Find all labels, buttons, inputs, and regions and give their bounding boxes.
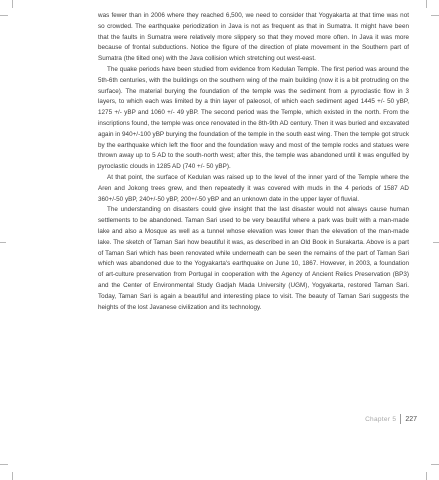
paragraph-kedulan-temple: The quake periods have been studied from evidence from Kedulan Temple. The first period was around the 5th-6th centuries, with the buildings on the southern wing of the main building (now it is a bit protruding on the surface). The material burying the foundation of the temple was the sediment from a pyroclastic flow in 3 layers, to which each was limited by a thin layer of paleosol, of which each sediment aged 1445 +/- 50 yBP, 1275 +/- yBP and 1060 +/- 49 yBP. The second period was the Temple, which existed in the north. From the inscriptions found, the temple was once renovated in the 8th-9th AD century. Then it was buried and excavated again in 940+/-100 yBP burying the foundation of the temple in the south east wing. Then the temple got struck by the earthquake which left the floor and the foundation wavy and most of the temple rocks and statues were thrown away up to 5 AD to the south-north west; after this, the temple was abandoned until it was engulfed by pyroclastic clouds in 1285 AD (740 +/- 50 yBP). bbox=[98, 65, 409, 171]
crop-mark bbox=[431, 15, 439, 16]
crop-mark bbox=[0, 464, 8, 465]
body-text bbox=[98, 11, 409, 313]
crop-mark bbox=[0, 15, 8, 16]
page-number: 227 bbox=[405, 415, 417, 423]
registration-mark bbox=[0, 242, 6, 243]
registration-mark bbox=[433, 242, 439, 243]
crop-mark bbox=[12, 0, 13, 8]
crop-mark bbox=[431, 464, 439, 465]
crop-mark bbox=[426, 0, 427, 8]
paragraph-kedulan-surface: At that point, the surface of Kedulan was raised up to the level of the inner yard of the Temple where the Aren and Jokong trees grew, and then repeatedly it was covered with muds in the 4 periods of 1587 AD 360+/-50 yBP, 240+/-50 yBP, 200+/-50 yBP and an unknown date in the upper layer of fluvial. bbox=[98, 173, 409, 203]
page-footer bbox=[365, 413, 417, 425]
chapter-label: Chapter 5 bbox=[365, 415, 397, 423]
paragraph-taman-sari: The understanding on disasters could give insight that the last disaster would not always cause human settlements to be abandoned. Taman Sari used to be very beautiful where a park was built with a man-made lake and also a Mosque as well as a tunnel whose elevation was lower than the elevation of the man-made lake. The sketch of Taman Sari how beautiful it was, as described in an Old Book in Surakarta. Above is a part of Taman Sari which has been renovated while underneath can be seen the remains of the part of Taman Sari which was abandoned due to the Yogyakarta's earthquake on June 10, 1867. However, in 2003, a foundation of art-culture preservation from Portugal in cooperation with the Agency of Ancient Relics Preservation (BP3) and the Center of Environmental Study Gadjah Mada University (UGM), Yogyakarta, restored Taman Sari. Today, Taman Sari is again a beautiful and interesting place to visit. The beauty of Taman Sari suggests the heights of the lost Javanese civilization and its technology. bbox=[98, 206, 409, 311]
footer-divider bbox=[400, 414, 401, 424]
crop-mark bbox=[12, 472, 13, 480]
crop-mark bbox=[426, 472, 427, 480]
paragraph-continued: was fewer than in 2006 where they reached 6,500, we need to consider that Yogyakarta at that time was not so crowded. The earthquake periodization in Java is not as frequent as that in Sumatra. It might have been that the faults in Sumatra were relatively more slippery so that they moved more often. In Java it was more because of frontal subductions. Notice the figure of the direction of plate movement in the Southern part of Sumatra (the tilted one) with the Java collision which stretching out west-east. bbox=[98, 12, 409, 63]
